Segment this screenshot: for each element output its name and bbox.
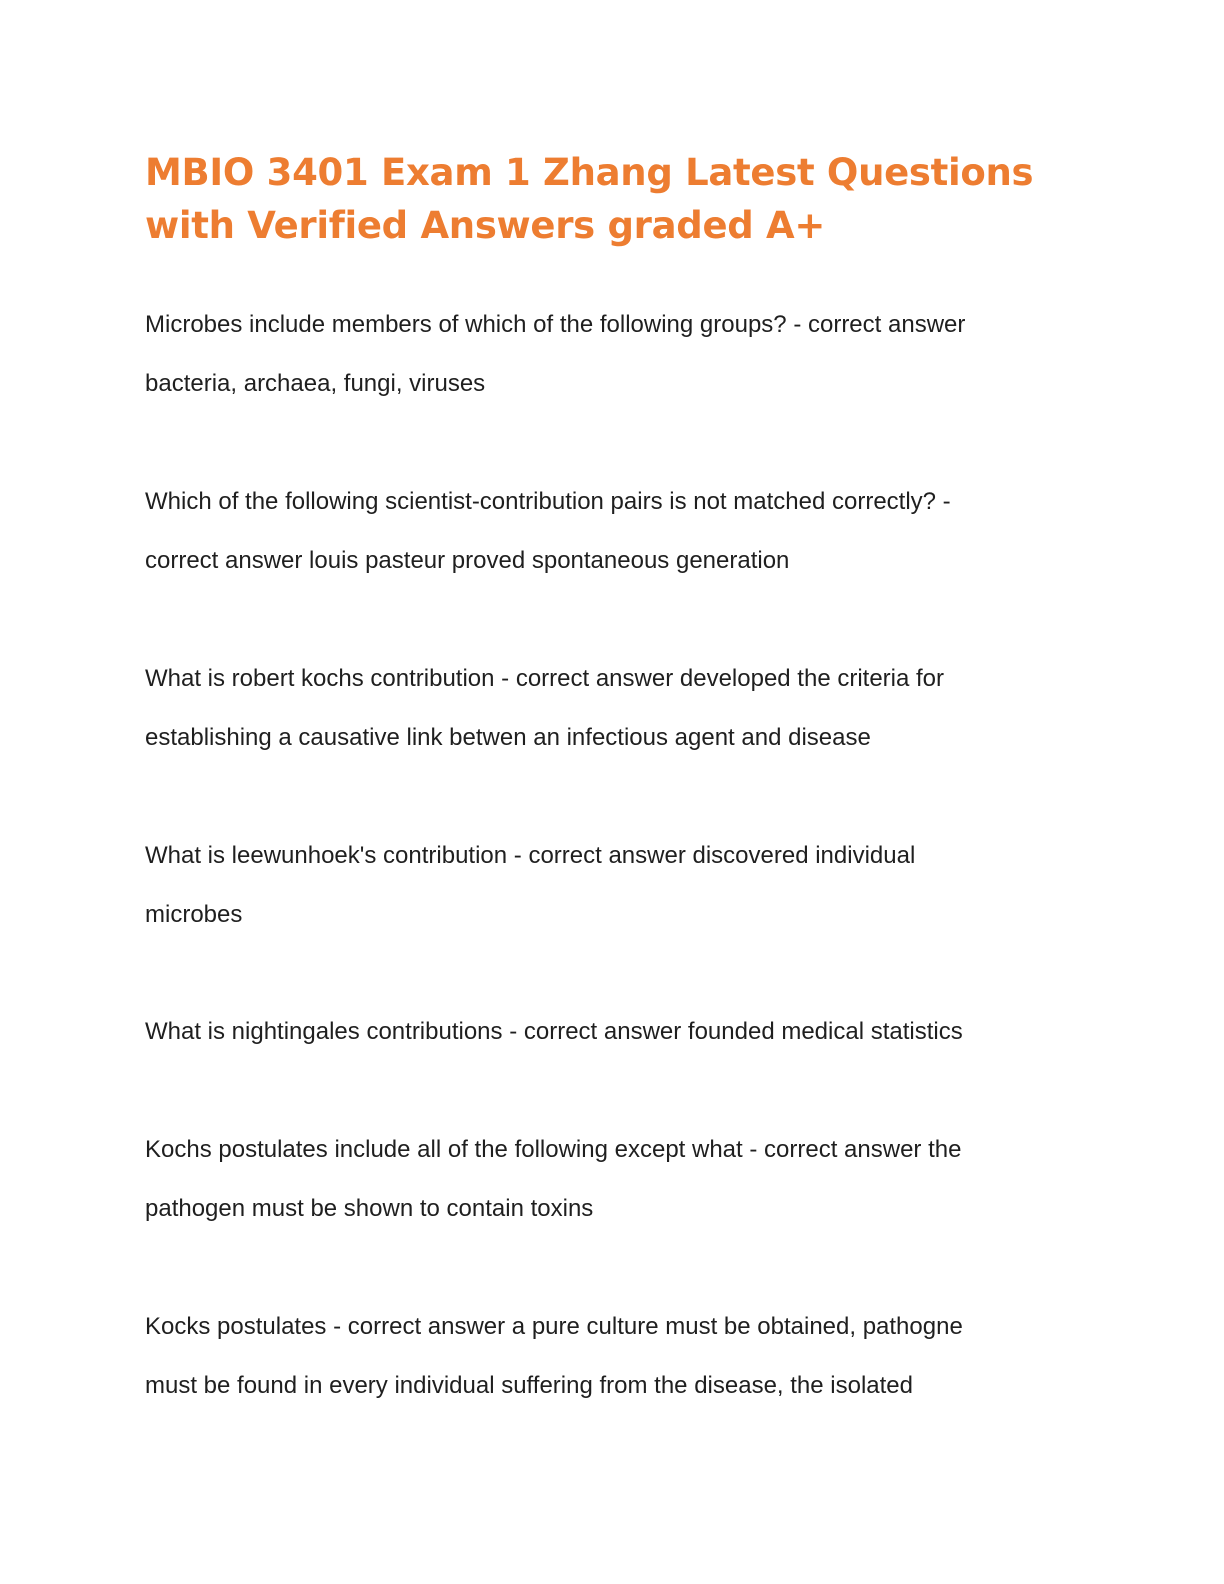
qa-line: Kochs postulates include all of the following except what - correct answer the <box>145 1136 962 1163</box>
qa-line: What is nightingales contributions - correct answer founded medical statistics <box>145 1018 963 1045</box>
qa-line: Kocks postulates - correct answer a pure culture must be obtained, pathogne <box>145 1313 963 1340</box>
qa-entry <box>145 1002 1045 1061</box>
document-title: MBIO 3401 Exam 1 Zhang Latest Questions with Verified Answers graded A+ <box>145 151 1034 247</box>
qa-entry <box>145 1297 1045 1415</box>
qa-line: Microbes include members of which of the following groups? - correct answer <box>145 311 966 338</box>
qa-entry <box>145 649 1045 767</box>
qa-entry <box>145 472 1045 590</box>
qa-line: must be found in every individual suffering from the disease, the isolated <box>145 1372 913 1399</box>
qa-entry <box>145 826 1045 944</box>
qa-line: pathogen must be shown to contain toxins <box>145 1195 594 1222</box>
qa-line: What is robert kochs contribution - correct answer developed the criteria for <box>145 665 945 692</box>
qa-line: What is leewunhoek's contribution - correct answer discovered individual <box>145 842 916 869</box>
qa-line: establishing a causative link betwen an infectious agent and disease <box>145 724 871 751</box>
qa-line: correct answer louis pasteur proved spontaneous generation <box>145 547 790 574</box>
qa-line: microbes <box>145 901 243 928</box>
qa-line: Which of the following scientist-contribution pairs is not matched correctly? - <box>145 488 951 515</box>
qa-line: bacteria, archaea, fungi, viruses <box>145 370 486 397</box>
qa-entry <box>145 1120 1045 1238</box>
qa-entry <box>145 295 1045 413</box>
